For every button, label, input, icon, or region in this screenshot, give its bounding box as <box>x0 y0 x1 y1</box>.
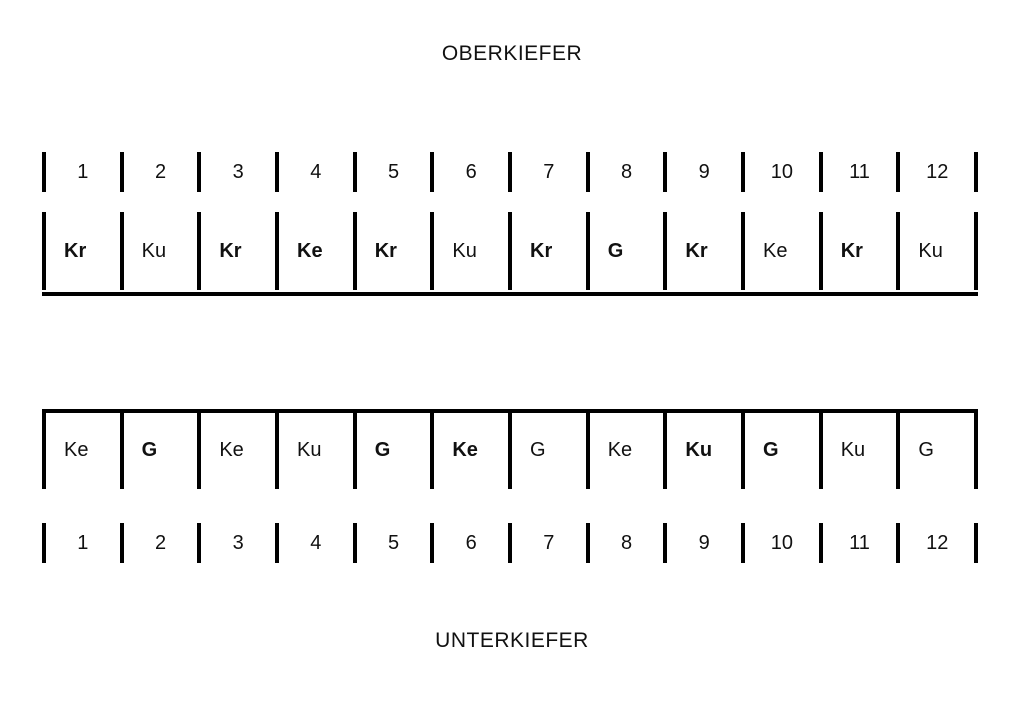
tooth-code: Ku <box>819 411 897 489</box>
tooth-code: Kr <box>353 212 431 290</box>
tooth-code: Ke <box>42 411 120 489</box>
tooth-code: Ke <box>275 212 353 290</box>
tooth-code: G <box>896 411 978 489</box>
tooth-number: 1 <box>42 523 120 563</box>
upper-jaw-title: OBERKIEFER <box>441 42 583 65</box>
upper-code-row <box>42 212 978 290</box>
tooth-number: 11 <box>819 152 897 192</box>
tooth-number: 5 <box>353 523 431 563</box>
tooth-code: Ku <box>430 212 508 290</box>
lower-tooth-number-row <box>42 523 978 563</box>
tooth-code: Ke <box>430 411 508 489</box>
tooth-number: 9 <box>663 152 741 192</box>
tooth-code: Kr <box>197 212 275 290</box>
tooth-code: Kr <box>663 212 741 290</box>
tooth-code: G <box>120 411 198 489</box>
tooth-number: 2 <box>120 523 198 563</box>
tooth-code: Kr <box>42 212 120 290</box>
tooth-number: 7 <box>508 152 586 192</box>
lower-code-row <box>42 411 978 489</box>
tooth-number: 8 <box>586 152 664 192</box>
tooth-code: Ke <box>586 411 664 489</box>
tooth-number: 4 <box>275 523 353 563</box>
tooth-number: 3 <box>197 523 275 563</box>
tooth-number: 12 <box>896 152 978 192</box>
tooth-number: 7 <box>508 523 586 563</box>
tooth-number: 11 <box>819 523 897 563</box>
tooth-number: 4 <box>275 152 353 192</box>
tooth-code: Ke <box>741 212 819 290</box>
tooth-number: 5 <box>353 152 431 192</box>
tooth-number: 10 <box>741 152 819 192</box>
lower-jaw-title: UNTERKIEFER <box>435 629 589 652</box>
tooth-number: 1 <box>42 152 120 192</box>
tooth-number: 9 <box>663 523 741 563</box>
tooth-number: 6 <box>430 152 508 192</box>
tooth-code: Kr <box>819 212 897 290</box>
tooth-number: 8 <box>586 523 664 563</box>
tooth-code: G <box>353 411 431 489</box>
upper-tooth-number-row <box>42 152 978 192</box>
tooth-code: Ku <box>896 212 978 290</box>
tooth-number: 10 <box>741 523 819 563</box>
tooth-code: Kr <box>508 212 586 290</box>
tooth-code: G <box>508 411 586 489</box>
tooth-code: Ku <box>120 212 198 290</box>
tooth-number: 3 <box>197 152 275 192</box>
tooth-code: G <box>586 212 664 290</box>
tooth-code: Ke <box>197 411 275 489</box>
tooth-number: 12 <box>896 523 978 563</box>
tooth-number: 2 <box>120 152 198 192</box>
tooth-code: G <box>741 411 819 489</box>
tooth-code: Ku <box>663 411 741 489</box>
tooth-number: 6 <box>430 523 508 563</box>
tooth-code: Ku <box>275 411 353 489</box>
upper-jaw-baseline <box>42 292 978 296</box>
